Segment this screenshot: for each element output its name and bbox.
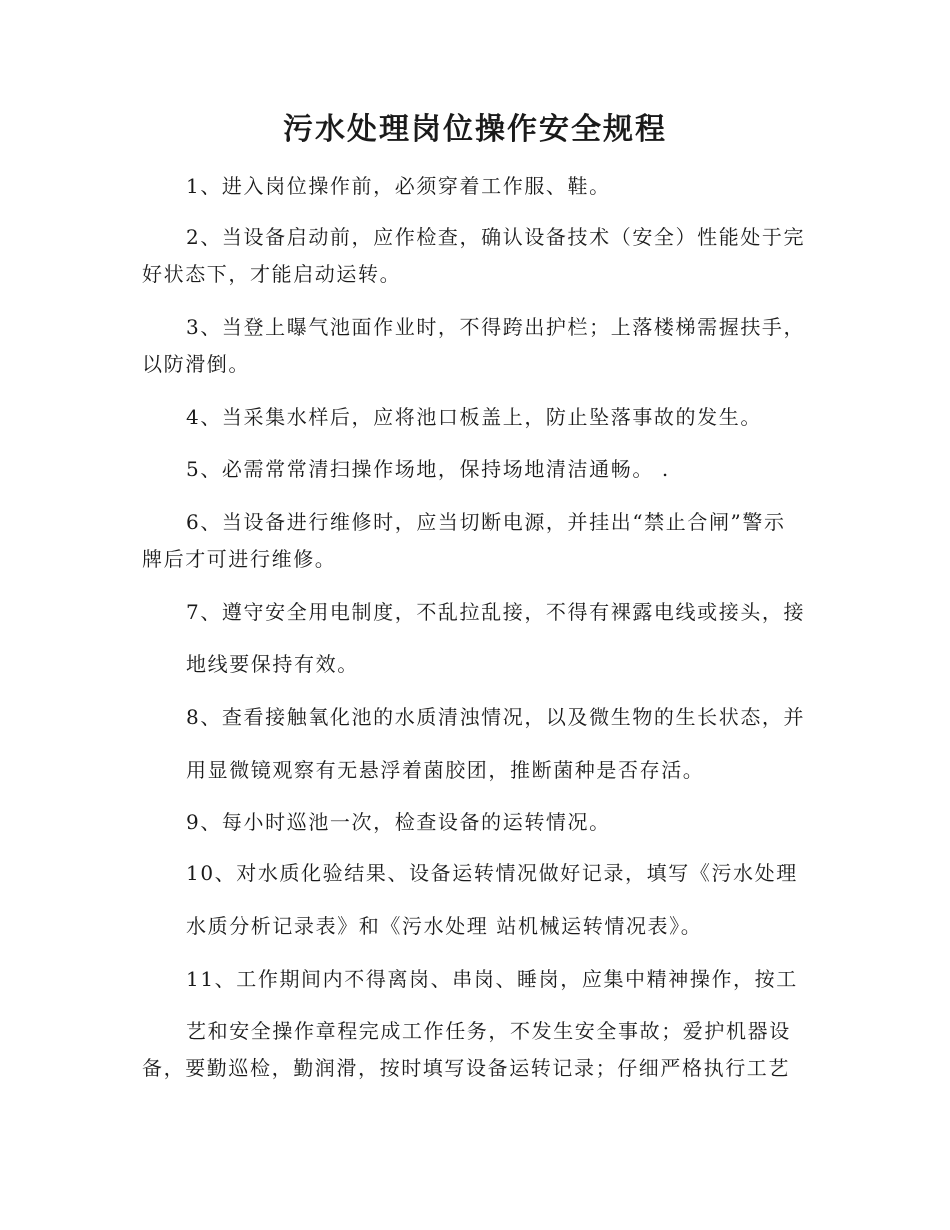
document-title: 污水处理岗位操作安全规程	[283, 112, 667, 147]
line-item-7b: 地线要保持有效。	[186, 652, 359, 676]
line-item-3a: 3、当登上曝气池面作业时，不得跨出护栏；上落楼梯需握扶手，	[186, 315, 806, 339]
line-item-11c: 备，要勤巡检，勤润滑，按时填写设备运转记录；仔细严格执行工艺	[142, 1056, 790, 1080]
line-item-6a: 6、当设备进行维修时，应当切断电源，并挂出“禁止合闸”警示	[186, 510, 786, 534]
line-item-11b: 艺和安全操作章程完成工作任务，不发生安全事故；爱护机器设	[186, 1019, 791, 1043]
line-item-3b: 以防滑倒。	[142, 352, 250, 376]
line-item-8a: 8、查看接触氧化池的水质清浊情况，以及微生物的生长状态，并	[186, 705, 806, 729]
line-item-2b: 好状态下，才能启动运转。	[142, 262, 402, 286]
line-item-4: 4、当采集水样后，应将池口板盖上，防止坠落事故的发生。	[186, 405, 762, 429]
line-item-2a: 2、当设备启动前，应作检查，确认设备技术（安全）性能处于完	[186, 225, 806, 249]
line-item-9: 9、每小时巡池一次，检查设备的运转情况。	[186, 810, 611, 834]
line-item-5: 5、必需常常清扫操作场地，保持场地清洁通畅。 .	[186, 457, 670, 481]
line-item-8b: 用显微镜观察有无悬浮着菌胶团，推断菌种是否存活。	[186, 758, 705, 782]
line-item-1: 1、进入岗位操作前，必须穿着工作服、鞋。	[186, 174, 611, 198]
line-item-6b: 牌后才可进行维修。	[142, 547, 337, 571]
line-item-10a: 10、对水质化验结果、设备运转情况做好记录，填写《污水处理	[186, 861, 798, 885]
line-item-7a: 7、遵守安全用电制度，不乱拉乱接，不得有裸露电线或接头，接	[186, 600, 806, 624]
line-item-10b: 水质分析记录表》和《污水处理 站机械运转情况表》。	[186, 914, 703, 938]
line-item-11a: 11、工作期间内不得离岗、串岗、睡岗，应集中精神操作，按工	[186, 967, 798, 991]
